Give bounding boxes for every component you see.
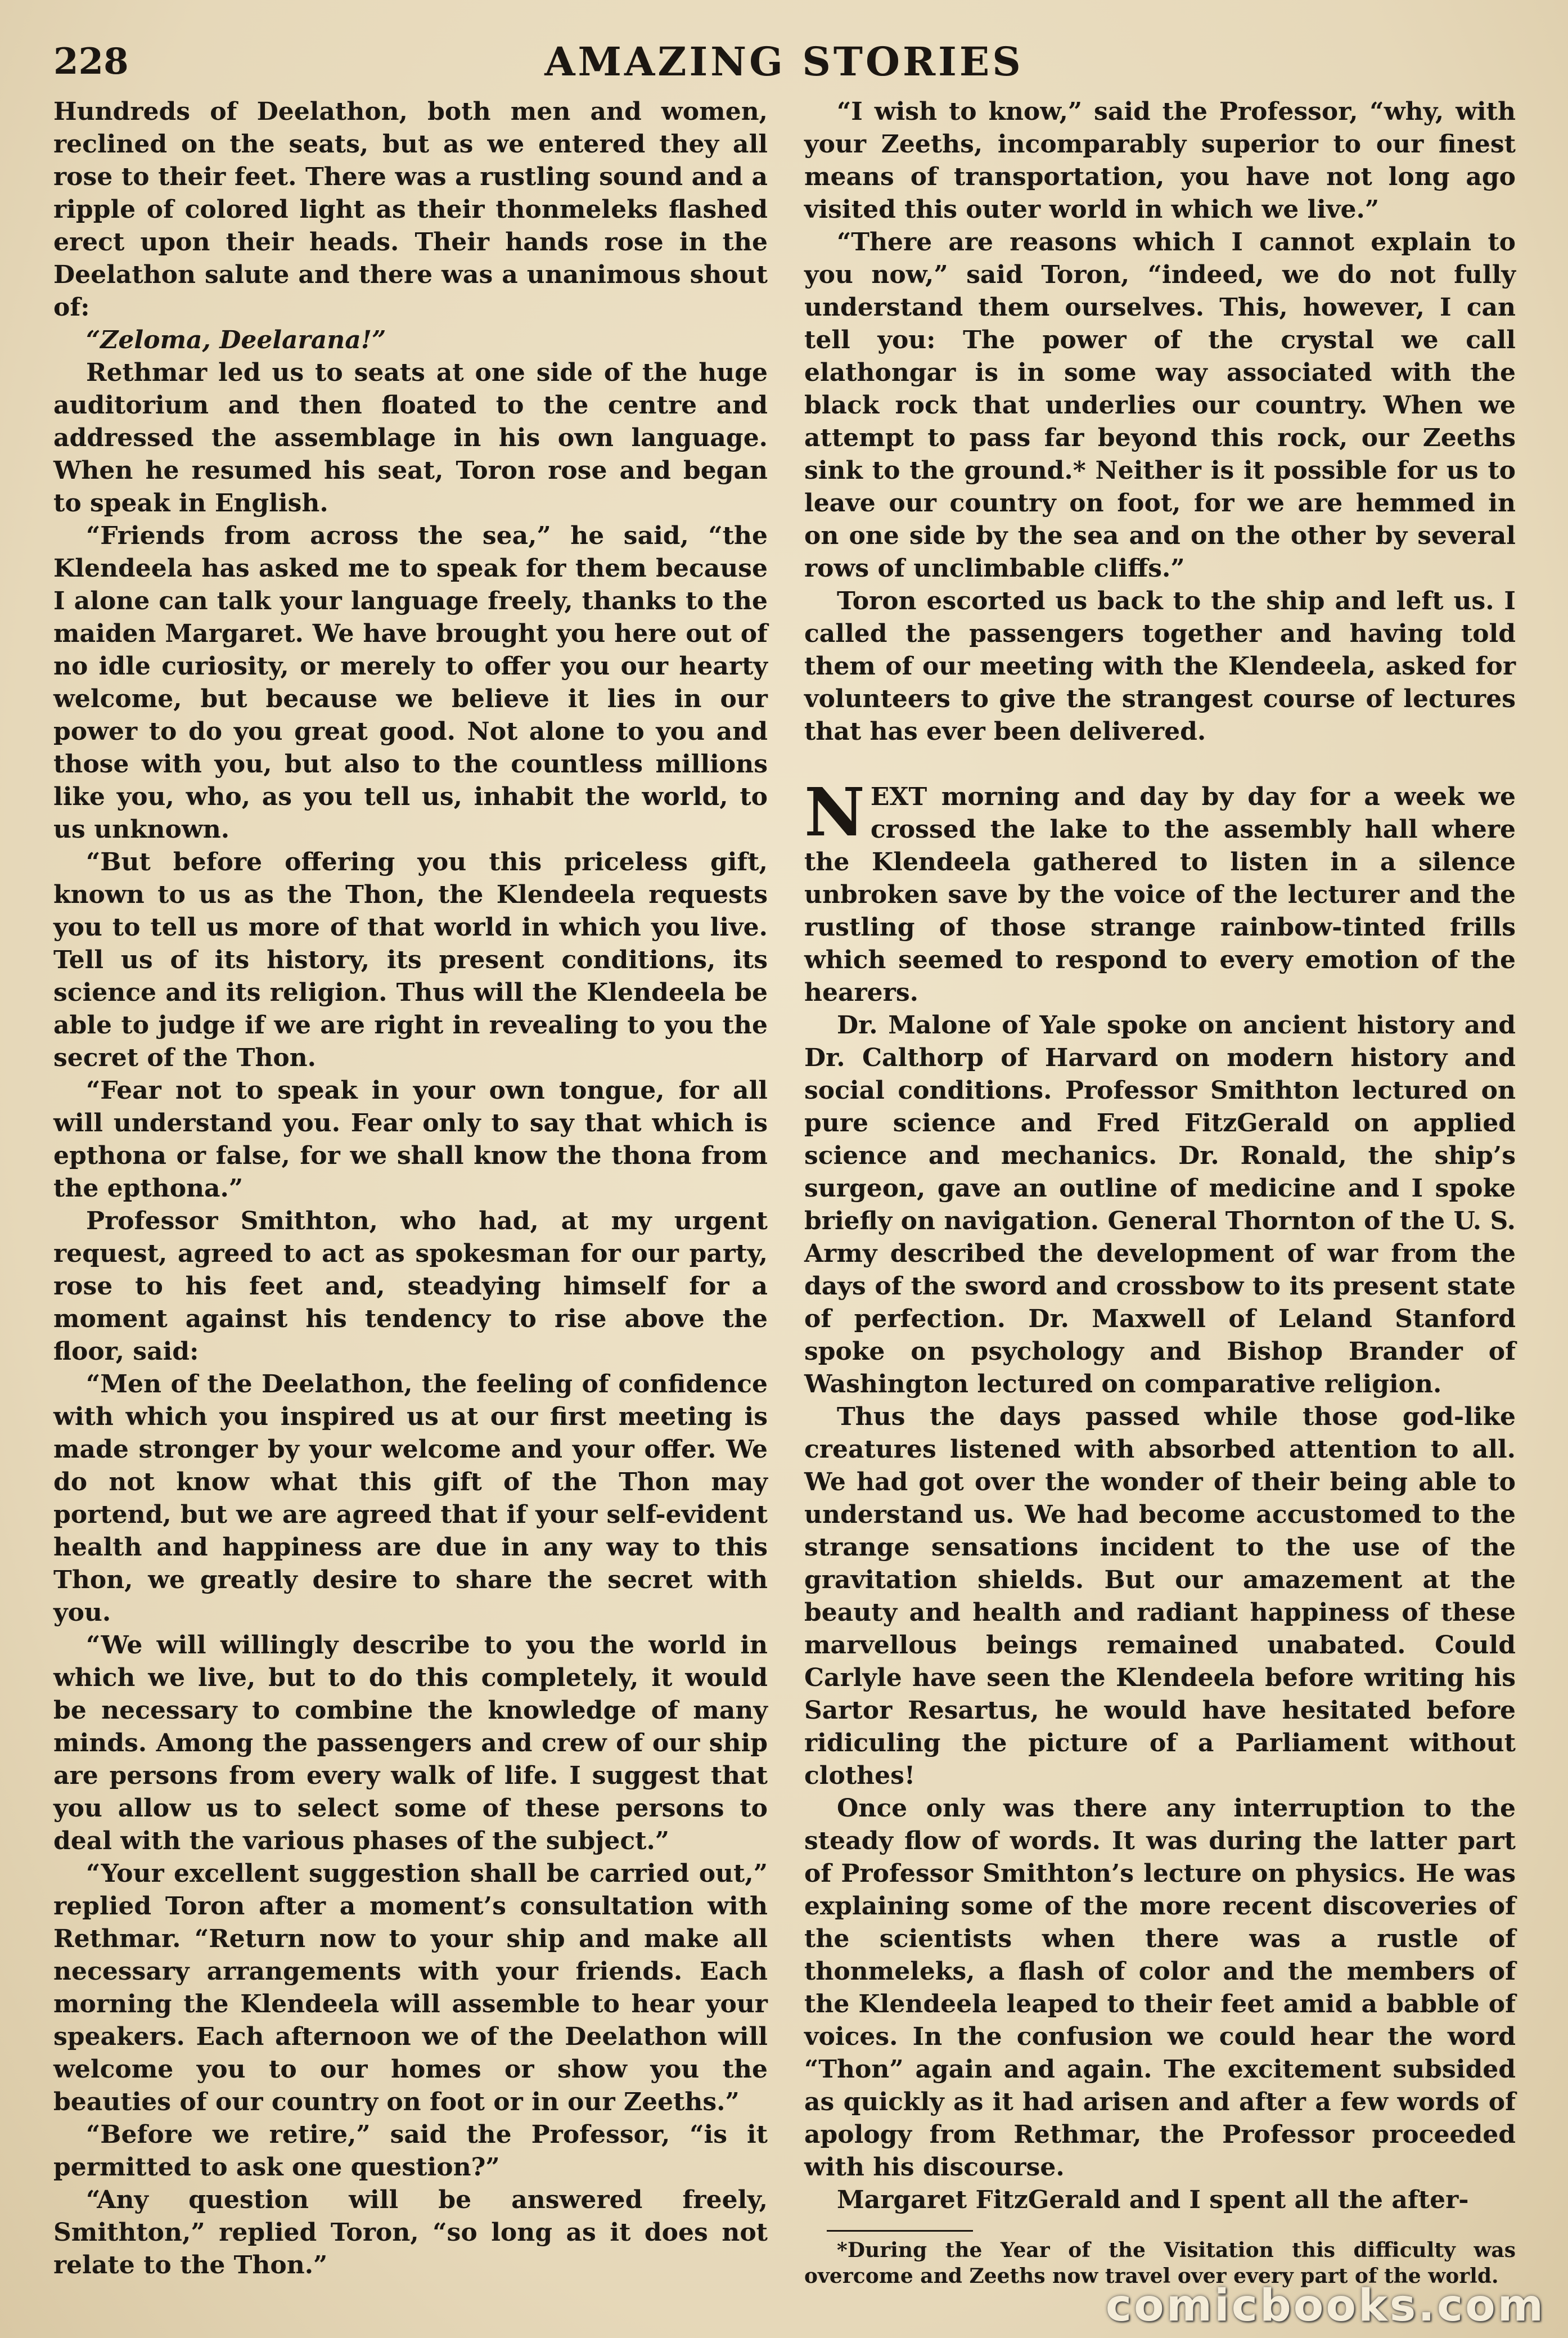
watermark: comicbooks.com xyxy=(1105,2281,1546,2331)
page-number: 228 xyxy=(53,41,129,83)
paragraph: “Zeloma, Deelarana!” xyxy=(86,326,386,354)
paragraph: “I wish to know,” said the Professor, “why, with your Zeeths, incomparably superior to our finest means of transportation, you have not long ago visited this outer world in which we live.” xyxy=(804,97,1516,224)
running-title: AMAZING STORIES xyxy=(544,38,1024,85)
paragraph: Dr. Malone of Yale spoke on ancient history and Dr. Calthorp of Harvard on modern history and social conditions. Professor Smithton lectured on pure science and Fred FitzGerald on applied science and mechanics. Dr. Ronald, the ship’s surgeon, gave an outline of medicine and I spoke briefly on navigation. General Thornton of the U. S. Army described the development of war from the days of the sword and crossbow to its present state of perfection. Dr. Maxwell of Leland Stanford spoke on psychology and Bishop Brander of Washington lectured on comparative religion. xyxy=(804,1011,1516,1399)
section-break xyxy=(804,748,1516,781)
paragraph: “There are reasons which I cannot explain to you now,” said Toron, “indeed, we do not fully understand them ourselves. This, however, I can tell you: The power of the crystal we call elathongar is in some way associated with the black rock that underlies our country. When we attempt to pass far beyond this rock, our Zeeths sink to the ground.* Neither is it possible for us to leave our country on foot, for we are hemmed in on one side by the sea and on the other by several rows of unclimbable cliffs.” xyxy=(804,228,1516,583)
paragraph: Toron escorted us back to the ship and left us. I called the passengers together and having told them of our meeting with the Klendeela, asked for volunteers to give the strangest course of lectures that has ever been delivered. xyxy=(804,587,1516,746)
drop-cap: N xyxy=(804,773,865,851)
paragraph: Professor Smithton, who had, at my urgent request, agreed to act as spokesman for our party, rose to his feet and, steadying himself for a moment against his tendency to rise above the floor, said: xyxy=(53,1207,768,1366)
paragraph: “Fear not to speak in your own tongue, for all will understand you. Fear only to say that which is epthona or false, for we shall know the thona from the epthona.” xyxy=(53,1076,768,1203)
footnote: *During the Year of the Visitation this difficulty was overcome and Zeeths now travel over every part of the world. xyxy=(804,2238,1516,2288)
paragraph: “Your excellent suggestion shall be carried out,” replied Toron after a moment’s consultation with Rethmar. “Return now to your ship and make all necessary arrangements with your friends. Each morning the Klendeela will assemble to hear your speakers. Each afternoon we of the Deelathon will welcome you to our homes or show you the beauties of our country on foot or in our Zeeths.” xyxy=(53,1859,768,2116)
right-column xyxy=(804,96,1516,2289)
paragraph: Hundreds of Deelathon, both men and women, reclined on the seats, but as we entered they all rose to their feet. There was a rustling sound and a ripple of colored light as their thonmeleks flashed erect upon their heads. Their hands rose in the Deelathon salute and there was a unanimous shout of: xyxy=(53,97,768,322)
paragraph: “Before we retire,” said the Professor, “is it permitted to ask one question?” xyxy=(53,2120,768,2182)
paragraph: Thus the days passed while those god-like creatures listened with absorbed attention to all. We had got over the wonder of their being able to understand us. We had become accustomed to the strange sensations incident to the use of the gravitation shields. But our amazement at the beauty and health and radiant happiness of these marvellous beings remained unabated. Could Carlyle have seen the Klendeela before writing his Sartor Resartus, he would have hesitated before ridiculing the picture of a Parliament without clothes! xyxy=(804,1402,1516,1790)
paragraph: “But before offering you this priceless gift, known to us as the Thon, the Klendeela requests you to tell us more of that world in which you live. Tell us of its history, its present conditions, its science and its religion. Thus will the Klendeela be able to judge if we are right in revealing to you the secret of the Thon. xyxy=(53,848,768,1072)
page-header xyxy=(53,35,1515,88)
footnote-rule xyxy=(827,2230,973,2232)
left-column xyxy=(53,96,768,2282)
section-opening-paragraph xyxy=(804,773,1516,1009)
paragraph: Rethmar led us to seats at one side of the huge auditorium and then floated to the centre and addressed the assemblage in his own language. When he resumed his seat, Toron rose and began to speak in English. xyxy=(53,358,768,518)
paragraph: “Men of the Deelathon, the feeling of confidence with which you inspired us at our first meeting is made stronger by your welcome and your offer. We do not know what this gift of the Thon may portend, but we are agreed that if your self-evident health and happiness are due in any way to this Thon, we greatly desire to share the secret with you. xyxy=(53,1370,768,1627)
paragraph: “We will willingly describe to you the world in which we live, but to do this completely, it would be necessary to combine the knowledge of many minds. Among the passengers and crew of our ship are persons from every walk of life. I suggest that you allow us to select some of these persons to deal with the various phases of the subject.” xyxy=(53,1631,768,1855)
paragraph: Once only was there any interruption to the steady flow of words. It was during the latter part of Professor Smithton’s lecture on physics. He was explaining some of the more recent discoveries of the scientists when there was a rustle of thonmeleks, a flash of color and the members of the Klendeela leaped to their feet amid a babble of voices. In the confusion we could hear the word “Thon” again and again. The excitement subsided as quickly as it had arisen and after a few words of apology from Rethmar, the Professor proceeded with his discourse. xyxy=(804,1794,1516,2182)
paragraph-text: EXT morning and day by day for a week we crossed the lake to the assembly hall where the Klendeela gathered to listen in a silence unbroken save by the voice of the lecturer and the rustling of those strange rainbow-tinted frills which seemed to respond to every emotion of the hearers. xyxy=(804,783,1516,1007)
paragraph: “Friends from across the sea,” he said, “the Klendeela has asked me to speak for them because I alone can talk your language freely, thanks to the maiden Margaret. We have brought you here out of no idle curiosity, or merely to offer you our hearty welcome, but because we believe it lies in our power to do you great good. Not alone to you and those with you, but also to the countless millions like you, who, as you tell us, inhabit the world, to us unknown. xyxy=(53,521,768,844)
paragraph: Margaret FitzGerald and I spent all the after- xyxy=(837,2186,1469,2214)
paragraph: “Any question will be answered freely, Smithton,” replied Toron, “so long as it does not relate to the Thon.” xyxy=(53,2186,768,2279)
